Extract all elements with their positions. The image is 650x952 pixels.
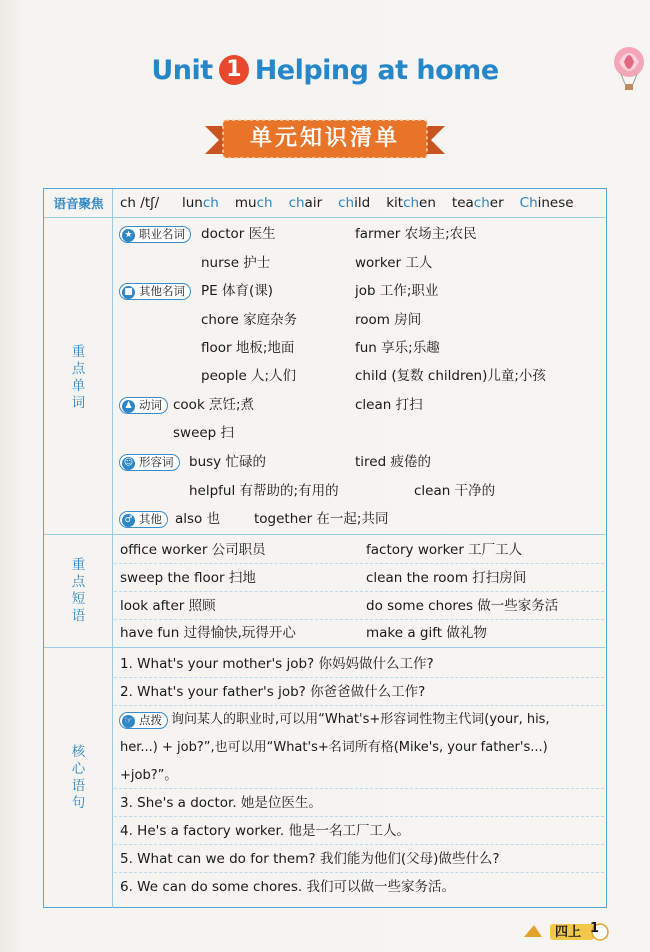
word-fun: fun 享乐;乐趣: [355, 340, 440, 356]
word-sweep: sweep 扫: [173, 425, 235, 441]
sentence-3: 3. She's a doctor. 她是位医生。: [120, 795, 322, 811]
pointing-hand-icon: ☞: [122, 715, 135, 728]
word-tired: tired 疲倦的: [355, 454, 431, 470]
tag-other-nouns-label: 其他名词: [139, 284, 185, 298]
tag-job-nouns: [119, 226, 191, 243]
page-title: [0, 55, 650, 86]
phonics-word: teacher: [451, 195, 504, 211]
vocab-label-4: 词: [71, 395, 86, 411]
title-unit-word: Unit: [151, 55, 213, 86]
phonics-word: child: [338, 195, 371, 211]
phonics-row: [44, 189, 605, 217]
dashed-divider: [114, 619, 604, 620]
phrase-office-worker: office worker 公司职员: [120, 542, 266, 558]
dashed-divider: [114, 563, 604, 564]
sentences-label-cell: [44, 648, 113, 908]
phonics-word: chair: [288, 195, 323, 211]
tag-others-label: 其他: [139, 512, 162, 526]
word-floor: floor 地板;地面: [201, 340, 295, 356]
unit-number-badge: 1: [219, 55, 249, 85]
word-also: also 也: [175, 511, 221, 527]
phrases-label-1: 重: [71, 557, 86, 573]
phrase-do-chores: do some chores 做一些家务活: [366, 598, 559, 614]
phrase-clean-room: clean the room 打扫房间: [366, 570, 527, 586]
word-nurse: nurse 护士: [201, 255, 271, 271]
tip-line-2: her...) + job?”,也可以用“What's+名词所有格(Mike's, your father's...): [120, 740, 548, 755]
vocab-label-2: 点: [71, 361, 86, 377]
phrase-factory-worker: factory worker 工厂工人: [366, 542, 523, 558]
phrase-make-gift: make a gift 做礼物: [366, 625, 487, 641]
phrase-sweep-floor: sweep the floor 扫地: [120, 570, 256, 586]
phonics-label-cell: [44, 189, 113, 217]
word-together: together 在一起;共同: [254, 511, 389, 527]
star-icon: ★: [122, 229, 135, 242]
tip-line-1: 询问某人的职业时,可以用“What's+形容词性物主代词(your, his,: [171, 712, 550, 727]
sentences-label-2: 心: [71, 761, 86, 777]
tag-tip-label: 点拨: [139, 713, 162, 727]
section-banner-title: 单元知识清单: [249, 126, 400, 151]
sentence-5: 5. What can we do for them? 我们能为他们(父母)做些什么?: [120, 851, 500, 867]
dashed-divider: [114, 677, 604, 678]
phonics-word: lunch: [182, 195, 219, 211]
sentence-1: 1. What's your mother's job? 你妈妈做什么工作?: [120, 656, 434, 672]
sentences-label-1: 核: [71, 744, 86, 760]
vocab-label-1: 重: [71, 344, 86, 360]
sentence-6: 6. We can do some chores. 我们可以做一些家务活。: [120, 879, 455, 895]
tag-others: [119, 511, 168, 528]
vocab-label-cell: [44, 218, 113, 535]
tag-job-nouns-label: 职业名词: [139, 227, 185, 241]
face-icon: ☺: [123, 457, 134, 468]
word-clean-verb: clean 打扫: [355, 397, 423, 413]
word-busy: busy 忙碌的: [189, 454, 266, 470]
phrase-have-fun: have fun 过得愉快,玩得开心: [120, 625, 296, 641]
word-job: job 工作;职业: [355, 283, 439, 299]
sentence-2: 2. What's your father's job? 你爸爸做什么工作?: [120, 684, 426, 700]
dashed-divider: [114, 591, 604, 592]
running-person-icon: ♟: [122, 400, 135, 413]
tag-adjectives-label: 形容词: [139, 455, 174, 469]
dashed-divider: [114, 816, 604, 817]
word-chore: chore 家庭杂务: [201, 312, 298, 328]
phrases-label-cell: [44, 535, 113, 648]
word-doctor: doctor 医生: [201, 226, 276, 242]
word-cook: cook 烹饪;煮: [173, 397, 255, 413]
tip-line-3: +job?”。: [120, 768, 178, 783]
word-pe: PE 体育(课): [201, 283, 273, 299]
phrase-look-after: look after 照顾: [120, 598, 216, 614]
phonics-word: kitchen: [386, 195, 436, 211]
word-clean-adj: clean 干净的: [414, 483, 496, 499]
phrases-label-4: 语: [71, 608, 86, 624]
phrases-label-2: 点: [71, 574, 86, 590]
tag-verbs: [119, 397, 168, 414]
footer-grade: 四上: [555, 925, 582, 940]
gender-icon: ♂: [122, 514, 135, 527]
vocab-row: [44, 217, 605, 535]
page-number: 1: [590, 921, 600, 936]
phrases-label-3: 短: [71, 591, 86, 607]
phonics-word: much: [234, 195, 273, 211]
dashed-divider: [114, 844, 604, 845]
sentences-label-4: 句: [71, 795, 86, 811]
title-unit-name: Helping at home: [254, 55, 499, 86]
vocab-label-3: 单: [71, 378, 86, 394]
sentences-row: [44, 647, 605, 908]
sentence-4: 4. He's a factory worker. 他是一名工厂工人。: [120, 823, 410, 839]
phonics-word-list: [182, 194, 590, 212]
phrases-row: [44, 534, 605, 648]
word-helpful: helpful 有帮助的;有用的: [189, 483, 339, 499]
dashed-divider: [114, 872, 604, 873]
word-child: child (复数 children)儿童;小孩: [355, 368, 546, 384]
phonics-word: Chinese: [519, 195, 574, 211]
sentences-label-3: 语: [71, 778, 86, 794]
dashed-divider: [114, 705, 604, 706]
word-people: people 人;人们: [201, 368, 297, 384]
phonics-label: 语音聚焦: [53, 196, 104, 211]
tag-verbs-label: 动词: [139, 398, 162, 412]
word-room: room 房间: [355, 312, 422, 328]
phonics-sound: ch /tʃ/: [120, 195, 160, 211]
tag-other-nouns: [119, 283, 191, 300]
dashed-divider: [114, 788, 604, 789]
knowledge-table: [43, 188, 607, 908]
word-farmer: farmer 农场主;农民: [355, 226, 477, 242]
tag-adjectives: [119, 454, 180, 471]
book-icon: ■: [122, 286, 135, 299]
tag-tip: [119, 712, 168, 729]
word-worker: worker 工人: [355, 255, 433, 271]
